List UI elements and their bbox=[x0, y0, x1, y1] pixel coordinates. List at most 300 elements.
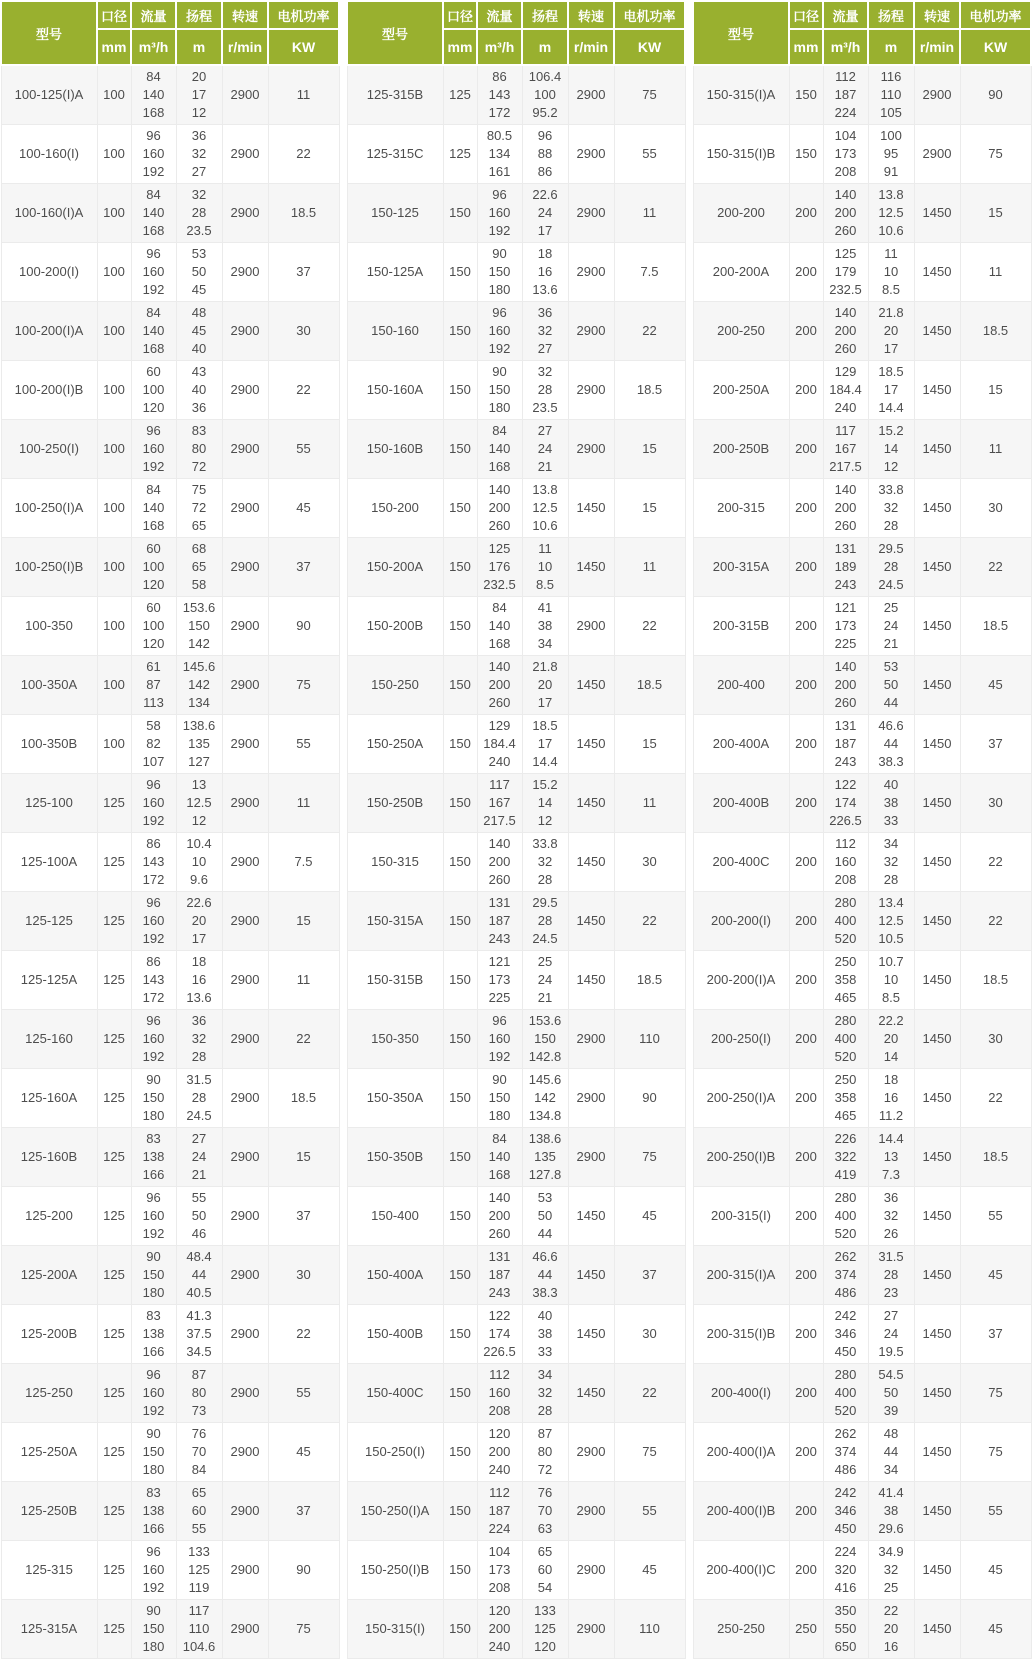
table-row bbox=[1, 1305, 339, 1364]
flow-value: 232.5 bbox=[829, 282, 862, 297]
flow-value: 192 bbox=[142, 1049, 165, 1064]
head-cell bbox=[868, 538, 914, 597]
diameter-cell: 150 bbox=[443, 1010, 477, 1069]
head-cell bbox=[176, 420, 222, 479]
head-cell bbox=[868, 361, 914, 420]
flow-value: 192 bbox=[488, 1049, 511, 1064]
power-cell: 30 bbox=[268, 1246, 339, 1305]
flow-value: 96 bbox=[492, 305, 507, 320]
column-header-power: 电机功率 bbox=[268, 1, 339, 29]
head-cell bbox=[522, 1482, 568, 1541]
column-header-flow: 流量 bbox=[823, 1, 868, 29]
table-row bbox=[693, 774, 1031, 833]
head-value: 10.6 bbox=[878, 223, 904, 238]
table-row bbox=[1, 420, 339, 479]
head-value: 36 bbox=[191, 400, 207, 415]
head-value: 138.6 bbox=[528, 1131, 562, 1146]
head-value: 142 bbox=[188, 636, 210, 651]
speed-cell: 2900 bbox=[568, 361, 614, 420]
diameter-cell: 125 bbox=[97, 892, 131, 951]
table-row bbox=[1, 774, 339, 833]
diameter-cell: 200 bbox=[789, 1482, 823, 1541]
flow-value: 208 bbox=[488, 1403, 511, 1418]
column-header-flow: 流量 bbox=[477, 1, 522, 29]
table-row bbox=[693, 1128, 1031, 1187]
flow-value: 140 bbox=[488, 441, 511, 456]
head-value: 65 bbox=[191, 518, 207, 533]
flow-value: 225 bbox=[488, 990, 511, 1005]
speed-cell: 2900 bbox=[568, 184, 614, 243]
diameter-cell: 200 bbox=[789, 1187, 823, 1246]
head-value: 8.5 bbox=[881, 990, 901, 1005]
diameter-cell: 100 bbox=[97, 656, 131, 715]
head-value: 24 bbox=[191, 1149, 207, 1164]
flow-value: 200 bbox=[834, 205, 857, 220]
flow-value: 140 bbox=[488, 836, 511, 851]
head-value: 28 bbox=[883, 1267, 899, 1282]
flow-value: 90 bbox=[146, 1072, 161, 1087]
diameter-cell: 200 bbox=[789, 892, 823, 951]
diameter-cell: 200 bbox=[789, 1069, 823, 1128]
model-cell: 125-315C bbox=[347, 125, 443, 184]
model-cell: 200-400 bbox=[693, 656, 789, 715]
head-cell bbox=[522, 1010, 568, 1069]
table-row bbox=[693, 1600, 1031, 1659]
flow-value: 260 bbox=[488, 1226, 511, 1241]
diameter-cell: 100 bbox=[97, 420, 131, 479]
flow-value: 450 bbox=[834, 1344, 857, 1359]
speed-cell: 2900 bbox=[222, 1187, 268, 1246]
table-body bbox=[347, 65, 685, 1659]
table-row bbox=[693, 538, 1031, 597]
speed-cell: 2900 bbox=[222, 538, 268, 597]
power-cell: 11 bbox=[268, 951, 339, 1010]
flow-value: 322 bbox=[834, 1149, 857, 1164]
model-cell: 200-315(I)B bbox=[693, 1305, 789, 1364]
speed-cell: 2900 bbox=[222, 1541, 268, 1600]
flow-value: 160 bbox=[142, 441, 165, 456]
power-cell: 22 bbox=[614, 597, 685, 656]
model-cell: 150-250(I)A bbox=[347, 1482, 443, 1541]
flow-value: 243 bbox=[488, 931, 511, 946]
flow-cell bbox=[477, 420, 522, 479]
table-row bbox=[1, 302, 339, 361]
diameter-cell: 200 bbox=[789, 656, 823, 715]
unit-header-rmin: r/min bbox=[914, 29, 960, 65]
flow-value: 138 bbox=[142, 1326, 165, 1341]
power-cell: 110 bbox=[614, 1600, 685, 1659]
power-cell: 30 bbox=[960, 479, 1031, 538]
power-cell: 37 bbox=[268, 243, 339, 302]
flow-value: 96 bbox=[146, 246, 161, 261]
flow-cell bbox=[823, 951, 868, 1010]
head-value: 23.5 bbox=[532, 400, 558, 415]
model-cell: 200-250 bbox=[693, 302, 789, 361]
head-value: 12.5 bbox=[532, 500, 558, 515]
table-row bbox=[1, 479, 339, 538]
head-cell bbox=[868, 1482, 914, 1541]
flow-value: 260 bbox=[488, 695, 511, 710]
head-value: 10 bbox=[191, 854, 207, 869]
column-header-model: 型号 bbox=[347, 1, 443, 65]
head-value: 18.5 bbox=[532, 718, 558, 733]
head-cell bbox=[522, 774, 568, 833]
power-cell: 22 bbox=[268, 125, 339, 184]
model-cell: 125-100A bbox=[1, 833, 97, 892]
head-cell bbox=[176, 951, 222, 1010]
flow-cell bbox=[823, 1364, 868, 1423]
diameter-cell: 150 bbox=[443, 1423, 477, 1482]
flow-cell bbox=[131, 892, 176, 951]
flow-value: 180 bbox=[488, 282, 511, 297]
head-value: 105 bbox=[880, 105, 902, 120]
flow-value: 90 bbox=[492, 364, 507, 379]
head-value: 26 bbox=[883, 1226, 899, 1241]
model-cell: 150-200A bbox=[347, 538, 443, 597]
head-value: 46 bbox=[191, 1226, 207, 1241]
flow-value: 129 bbox=[834, 364, 857, 379]
speed-cell: 2900 bbox=[222, 302, 268, 361]
power-cell: 30 bbox=[268, 302, 339, 361]
speed-cell: 1450 bbox=[914, 715, 960, 774]
flow-value: 240 bbox=[488, 1462, 511, 1477]
flow-value: 187 bbox=[488, 1503, 511, 1518]
flow-value: 200 bbox=[488, 500, 511, 515]
power-cell: 18.5 bbox=[614, 951, 685, 1010]
head-value: 70 bbox=[537, 1503, 553, 1518]
model-cell: 100-125(I)A bbox=[1, 65, 97, 125]
flow-value: 173 bbox=[488, 1562, 511, 1577]
head-value: 44 bbox=[537, 1267, 553, 1282]
flow-value: 80.5 bbox=[486, 128, 513, 143]
head-value: 44 bbox=[191, 1267, 207, 1282]
head-value: 142.8 bbox=[528, 1049, 562, 1064]
head-value: 24.5 bbox=[532, 931, 558, 946]
flow-value: 104 bbox=[834, 128, 857, 143]
model-cell: 200-200(I) bbox=[693, 892, 789, 951]
speed-cell: 2900 bbox=[568, 597, 614, 656]
speed-cell: 2900 bbox=[568, 420, 614, 479]
head-cell bbox=[176, 1187, 222, 1246]
power-cell: 37 bbox=[960, 1305, 1031, 1364]
power-cell: 18.5 bbox=[960, 302, 1031, 361]
flow-value: 90 bbox=[146, 1249, 161, 1264]
power-cell: 90 bbox=[268, 597, 339, 656]
head-value: 80 bbox=[537, 1444, 553, 1459]
flow-value: 192 bbox=[488, 341, 511, 356]
head-cell bbox=[868, 1541, 914, 1600]
flow-value: 250 bbox=[834, 1072, 857, 1087]
head-value: 55 bbox=[191, 1521, 207, 1536]
flow-value: 167 bbox=[488, 795, 511, 810]
head-cell bbox=[522, 361, 568, 420]
head-value: 27 bbox=[191, 1131, 207, 1146]
flow-value: 140 bbox=[488, 659, 511, 674]
head-value: 29.5 bbox=[878, 541, 904, 556]
flow-cell bbox=[823, 361, 868, 420]
head-value: 72 bbox=[537, 1462, 553, 1477]
flow-value: 104 bbox=[488, 1544, 511, 1559]
flow-value: 250 bbox=[834, 954, 857, 969]
diameter-cell: 100 bbox=[97, 125, 131, 184]
flow-value: 86 bbox=[146, 954, 161, 969]
speed-cell: 1450 bbox=[914, 1069, 960, 1128]
speed-cell: 1450 bbox=[568, 715, 614, 774]
head-value: 17 bbox=[537, 223, 553, 238]
flow-value: 140 bbox=[142, 205, 165, 220]
flow-cell bbox=[823, 243, 868, 302]
table-row bbox=[1, 1482, 339, 1541]
head-value: 22.2 bbox=[878, 1013, 904, 1028]
speed-cell: 2900 bbox=[222, 184, 268, 243]
flow-value: 60 bbox=[146, 364, 161, 379]
speed-cell: 2900 bbox=[568, 1128, 614, 1187]
flow-value: 84 bbox=[146, 69, 161, 84]
head-value: 12.5 bbox=[878, 913, 904, 928]
flow-value: 520 bbox=[834, 1226, 857, 1241]
head-value: 135 bbox=[534, 1149, 556, 1164]
spec-table-3 bbox=[692, 0, 1032, 1659]
table-row bbox=[347, 774, 685, 833]
flow-value: 400 bbox=[834, 1031, 857, 1046]
power-cell: 90 bbox=[268, 1541, 339, 1600]
head-value: 45 bbox=[191, 282, 207, 297]
flow-value: 112 bbox=[489, 1485, 510, 1500]
model-cell: 125-250 bbox=[1, 1364, 97, 1423]
power-cell: 15 bbox=[268, 1128, 339, 1187]
flow-value: 650 bbox=[834, 1639, 857, 1654]
head-cell bbox=[176, 833, 222, 892]
flow-cell bbox=[131, 243, 176, 302]
flow-value: 168 bbox=[142, 105, 165, 120]
model-cell: 200-315 bbox=[693, 479, 789, 538]
speed-cell: 2900 bbox=[222, 361, 268, 420]
flow-value: 100 bbox=[142, 559, 165, 574]
table-row bbox=[347, 1423, 685, 1482]
diameter-cell: 150 bbox=[789, 125, 823, 184]
diameter-cell: 150 bbox=[443, 833, 477, 892]
head-value: 14 bbox=[537, 795, 553, 810]
power-cell: 75 bbox=[960, 1423, 1031, 1482]
table-row bbox=[1, 656, 339, 715]
diameter-cell: 125 bbox=[97, 951, 131, 1010]
power-cell: 22 bbox=[614, 1364, 685, 1423]
speed-cell: 1450 bbox=[568, 774, 614, 833]
head-cell bbox=[176, 538, 222, 597]
head-cell bbox=[868, 715, 914, 774]
flow-value: 192 bbox=[142, 1226, 165, 1241]
head-value: 21 bbox=[537, 459, 553, 474]
table-row bbox=[1, 833, 339, 892]
head-value: 72 bbox=[191, 459, 207, 474]
head-value: 127 bbox=[188, 754, 210, 769]
head-value: 60 bbox=[537, 1562, 553, 1577]
flow-value: 400 bbox=[834, 913, 857, 928]
head-cell bbox=[522, 1069, 568, 1128]
head-value: 91 bbox=[883, 164, 899, 179]
flow-cell bbox=[823, 479, 868, 538]
flow-value: 86 bbox=[146, 836, 161, 851]
diameter-cell: 125 bbox=[97, 774, 131, 833]
head-cell bbox=[176, 1541, 222, 1600]
head-value: 34 bbox=[883, 836, 899, 851]
head-value: 106.4 bbox=[528, 69, 562, 84]
flow-cell bbox=[477, 1305, 522, 1364]
head-value: 65 bbox=[191, 559, 207, 574]
model-cell: 150-160B bbox=[347, 420, 443, 479]
head-value: 55 bbox=[191, 1190, 207, 1205]
column-header-diameter: 口径 bbox=[97, 1, 131, 29]
head-value: 28 bbox=[537, 382, 553, 397]
flow-cell bbox=[131, 774, 176, 833]
head-value: 21 bbox=[191, 1167, 207, 1182]
head-value: 41 bbox=[537, 600, 553, 615]
table-row bbox=[693, 361, 1031, 420]
power-cell: 22 bbox=[960, 833, 1031, 892]
speed-cell: 1450 bbox=[914, 774, 960, 833]
flow-value: 346 bbox=[834, 1503, 857, 1518]
table-row bbox=[347, 1010, 685, 1069]
model-cell: 100-160(I) bbox=[1, 125, 97, 184]
head-cell bbox=[522, 715, 568, 774]
flow-value: 82 bbox=[146, 736, 161, 751]
flow-value: 131 bbox=[834, 541, 857, 556]
column-header-diameter: 口径 bbox=[789, 1, 823, 29]
head-value: 20 bbox=[883, 323, 899, 338]
table-row bbox=[1, 1246, 339, 1305]
flow-value: 143 bbox=[142, 972, 165, 987]
head-cell bbox=[868, 1246, 914, 1305]
head-value: 96 bbox=[537, 128, 553, 143]
head-value: 40 bbox=[883, 777, 899, 792]
flow-value: 168 bbox=[142, 518, 165, 533]
table-row bbox=[1, 1600, 339, 1659]
head-value: 48 bbox=[191, 305, 207, 320]
flow-value: 84 bbox=[146, 187, 161, 202]
flow-value: 180 bbox=[142, 1108, 165, 1123]
head-value: 17 bbox=[883, 341, 899, 356]
head-cell bbox=[522, 1364, 568, 1423]
head-value: 38 bbox=[537, 618, 553, 633]
head-value: 13.6 bbox=[186, 990, 212, 1005]
diameter-cell: 200 bbox=[789, 1246, 823, 1305]
flow-cell bbox=[131, 302, 176, 361]
flow-value: 90 bbox=[492, 246, 507, 261]
flow-cell bbox=[823, 833, 868, 892]
diameter-cell: 150 bbox=[443, 1541, 477, 1600]
power-cell: 55 bbox=[268, 715, 339, 774]
flow-value: 184.4 bbox=[483, 736, 516, 751]
table-row bbox=[693, 1364, 1031, 1423]
flow-value: 224 bbox=[834, 1544, 857, 1559]
head-value: 10.5 bbox=[878, 931, 904, 946]
flow-value: 174 bbox=[834, 795, 857, 810]
power-cell: 55 bbox=[960, 1482, 1031, 1541]
power-cell: 45 bbox=[614, 1187, 685, 1246]
head-value: 63 bbox=[537, 1521, 553, 1536]
speed-cell: 1450 bbox=[914, 1364, 960, 1423]
table-body bbox=[693, 65, 1031, 1659]
flow-value: 120 bbox=[488, 1603, 511, 1618]
table-row bbox=[693, 1246, 1031, 1305]
head-value: 28 bbox=[537, 872, 553, 887]
speed-cell: 1450 bbox=[914, 1187, 960, 1246]
head-value: 38.3 bbox=[878, 754, 904, 769]
head-cell bbox=[176, 656, 222, 715]
flow-value: 550 bbox=[834, 1621, 857, 1636]
speed-cell: 1450 bbox=[914, 1482, 960, 1541]
power-cell: 15 bbox=[960, 361, 1031, 420]
flow-cell bbox=[823, 184, 868, 243]
table-row bbox=[1, 1069, 339, 1128]
flow-cell bbox=[131, 538, 176, 597]
head-value: 73 bbox=[191, 1403, 207, 1418]
model-cell: 200-250A bbox=[693, 361, 789, 420]
flow-value: 84 bbox=[492, 1131, 507, 1146]
head-value: 86 bbox=[537, 164, 553, 179]
flow-value: 174 bbox=[488, 1326, 511, 1341]
diameter-cell: 150 bbox=[443, 715, 477, 774]
flow-value: 260 bbox=[834, 695, 857, 710]
model-cell: 125-250B bbox=[1, 1482, 97, 1541]
model-cell: 150-350A bbox=[347, 1069, 443, 1128]
model-cell: 150-400B bbox=[347, 1305, 443, 1364]
head-value: 44 bbox=[883, 736, 899, 751]
power-cell: 15 bbox=[614, 479, 685, 538]
flow-value: 243 bbox=[834, 754, 857, 769]
head-value: 36 bbox=[883, 1190, 899, 1205]
head-value: 34.5 bbox=[186, 1344, 212, 1359]
flow-cell bbox=[477, 479, 522, 538]
table-row bbox=[1, 1364, 339, 1423]
table-row bbox=[1, 243, 339, 302]
table-row bbox=[693, 597, 1031, 656]
model-cell: 150-400C bbox=[347, 1364, 443, 1423]
diameter-cell: 125 bbox=[97, 1069, 131, 1128]
head-value: 34 bbox=[883, 1462, 899, 1477]
power-cell: 55 bbox=[268, 1364, 339, 1423]
head-value: 20 bbox=[191, 69, 207, 84]
power-cell: 22 bbox=[614, 892, 685, 951]
flow-value: 280 bbox=[834, 1190, 857, 1205]
speed-cell: 2900 bbox=[222, 1600, 268, 1659]
head-value: 58 bbox=[191, 577, 207, 592]
head-cell bbox=[522, 1600, 568, 1659]
flow-value: 150 bbox=[142, 1621, 165, 1636]
flow-value: 84 bbox=[492, 600, 507, 615]
power-cell: 18.5 bbox=[268, 184, 339, 243]
diameter-cell: 150 bbox=[789, 65, 823, 125]
table-row bbox=[693, 420, 1031, 479]
flow-value: 232.5 bbox=[483, 577, 516, 592]
model-cell: 200-200 bbox=[693, 184, 789, 243]
speed-cell: 2900 bbox=[222, 1423, 268, 1482]
head-cell bbox=[868, 833, 914, 892]
speed-cell: 2900 bbox=[568, 1069, 614, 1128]
head-cell bbox=[868, 479, 914, 538]
model-cell: 150-315(I) bbox=[347, 1600, 443, 1659]
model-cell: 150-125 bbox=[347, 184, 443, 243]
head-value: 28 bbox=[191, 1090, 207, 1105]
table-header bbox=[1, 1, 339, 65]
flow-value: 173 bbox=[488, 972, 511, 987]
power-cell: 15 bbox=[614, 715, 685, 774]
flow-value: 112 bbox=[835, 69, 856, 84]
flow-value: 400 bbox=[834, 1385, 857, 1400]
head-value: 50 bbox=[883, 1385, 899, 1400]
flow-cell bbox=[823, 420, 868, 479]
speed-cell: 2900 bbox=[222, 1069, 268, 1128]
